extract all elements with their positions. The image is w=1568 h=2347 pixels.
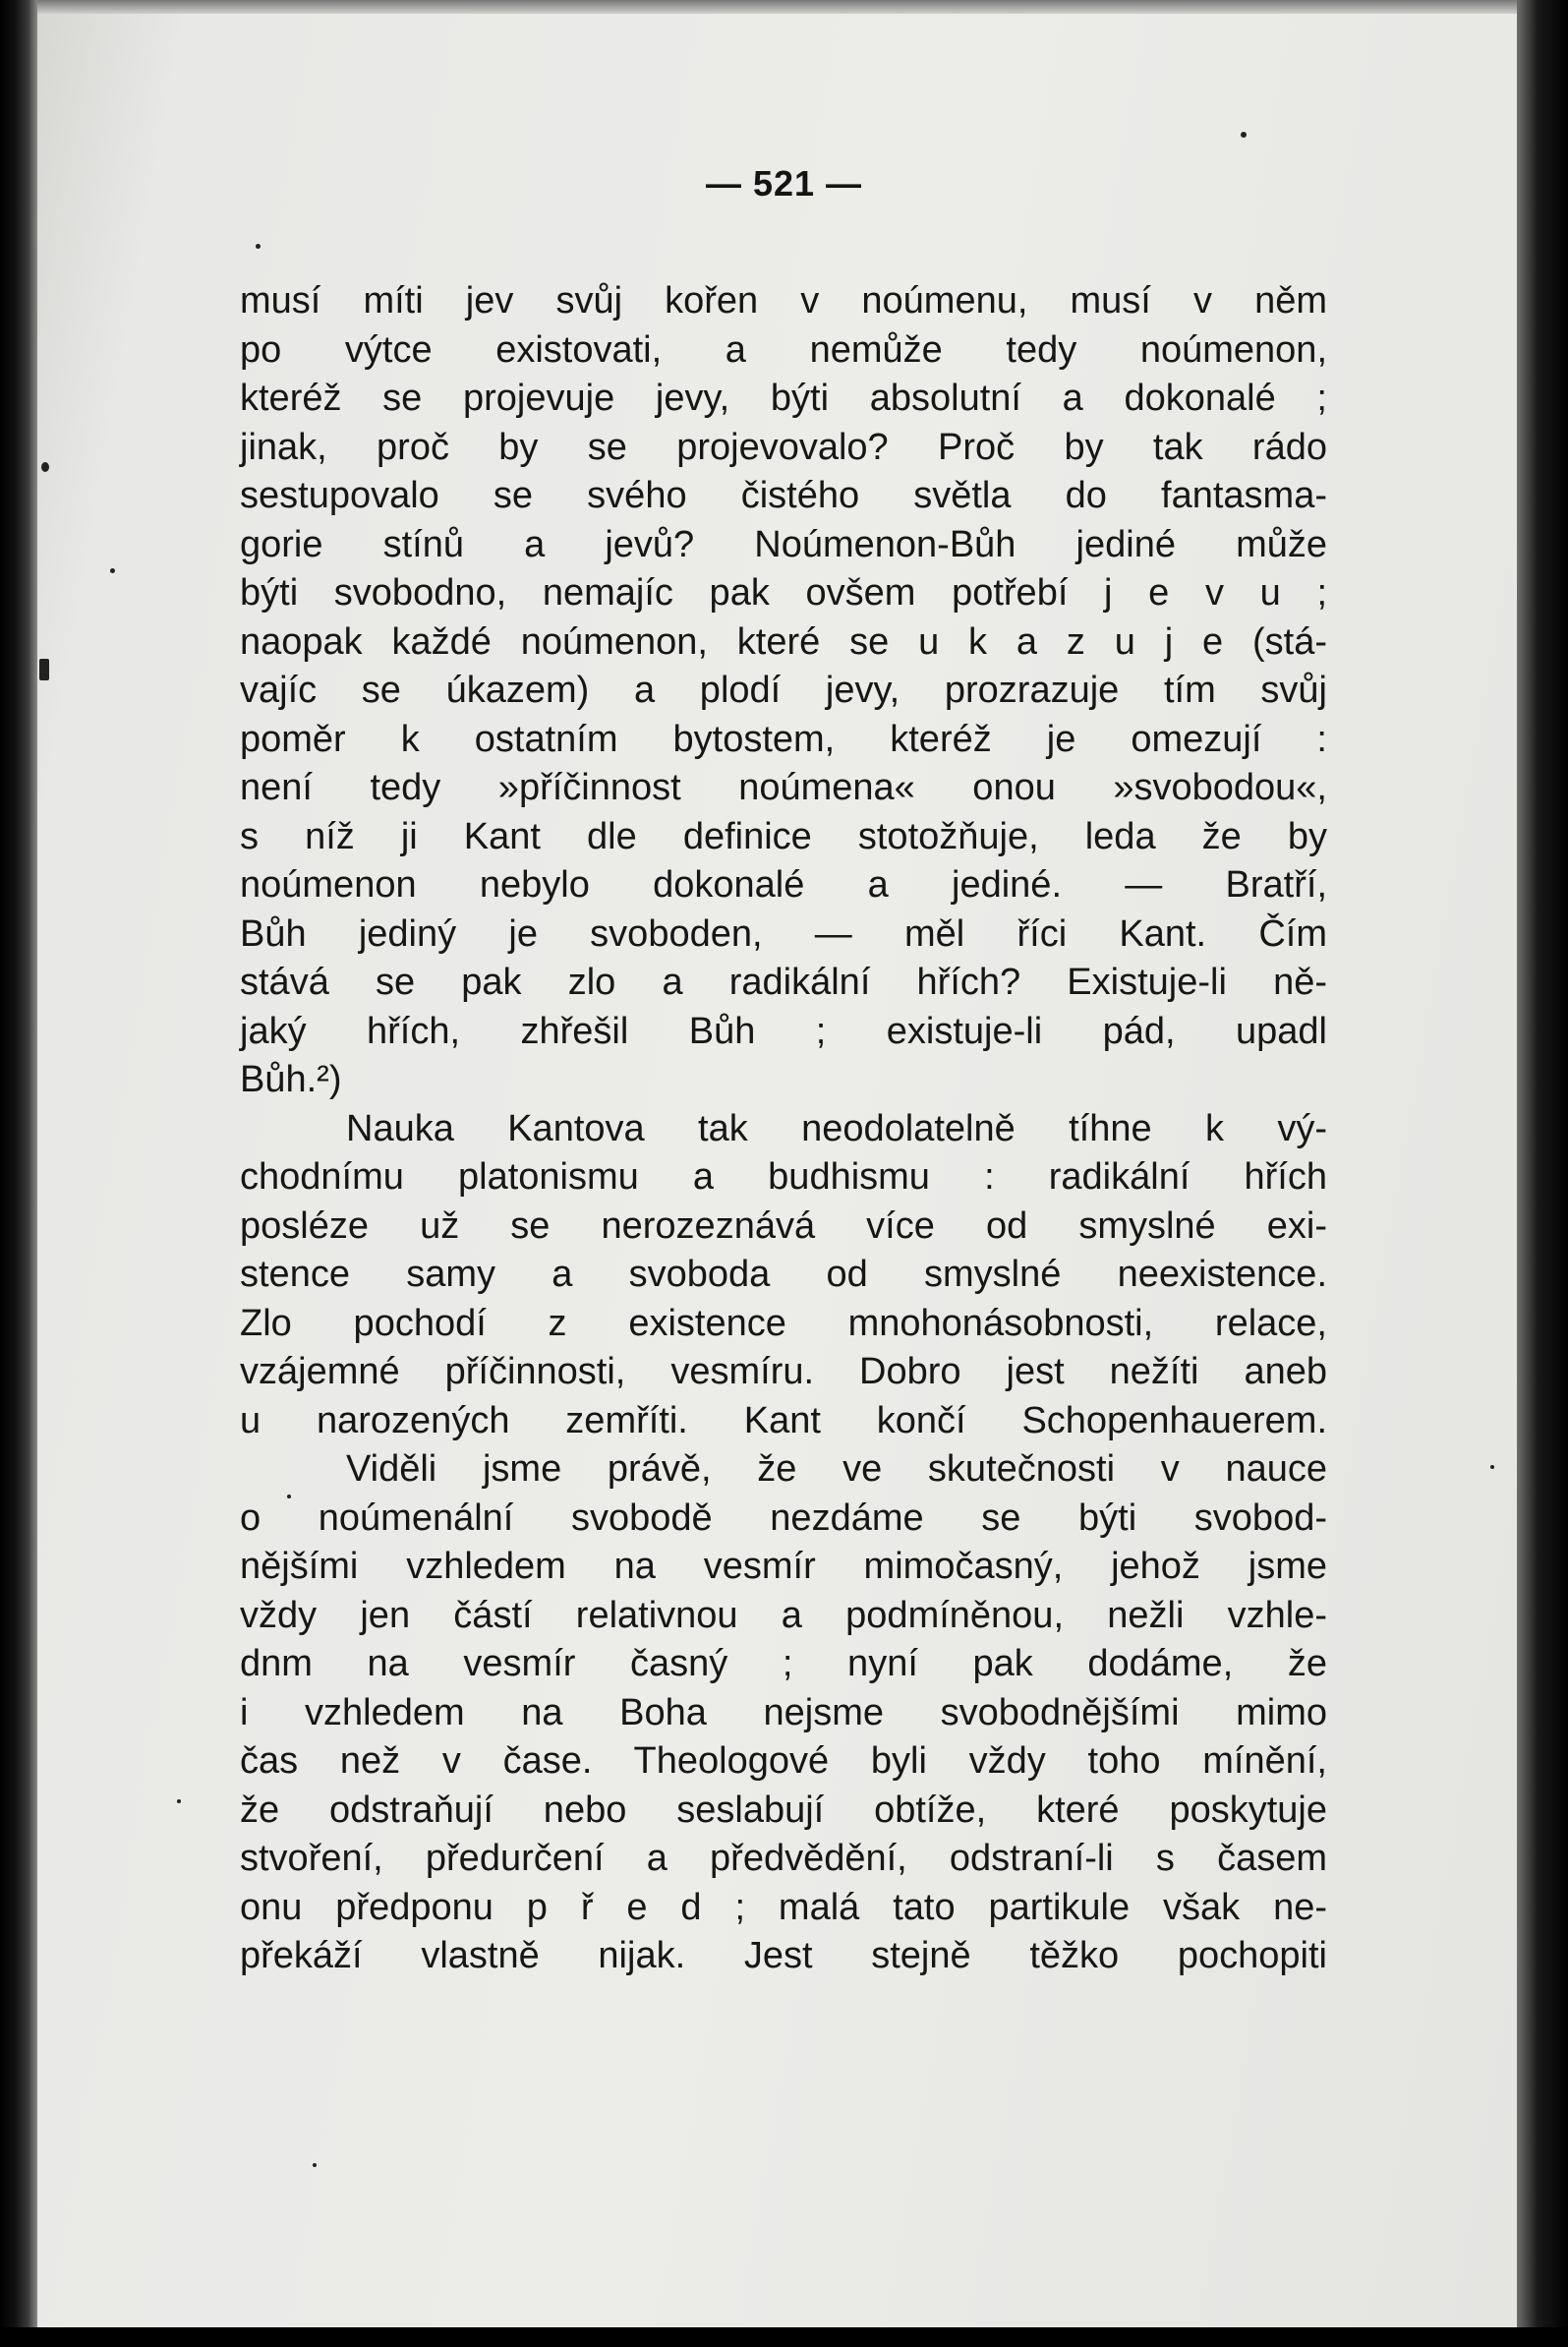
scan-speck <box>256 244 261 249</box>
scan-speck <box>313 2163 317 2167</box>
scan-top-shadow <box>37 0 1517 14</box>
text-line: gorie stínů a jevů? Noúmenon-Bůh jediné může <box>240 523 1327 565</box>
scan-speck <box>177 1799 181 1803</box>
page-body-text <box>240 277 1327 1981</box>
scan-bottom-border <box>0 2327 1568 2347</box>
text-line: jaký hřích, zhřešil Bůh ; existuje-li pád, upadl <box>240 1010 1327 1052</box>
text-line: i vzhledem na Boha nejsme svobodnějšími mimo <box>240 1691 1327 1733</box>
text-line: sestupovalo se svého čistého světla do fantasma- <box>240 475 1327 516</box>
text-line: není tedy »příčinnost noúmena« onou »svobodou«, <box>240 767 1327 808</box>
text-line: noúmenon nebylo dokonalé a jediné. — Bratří, <box>240 864 1327 906</box>
scan-speck <box>110 568 115 573</box>
text-line: s níž ji Kant dle definice stotožňuje, leda že by <box>240 815 1327 857</box>
text-line: vzájemné příčinnosti, vesmíru. Dobro jest nežíti aneb <box>240 1351 1327 1392</box>
text-line: překáží vlastně nijak. Jest stejně těžko pochopiti <box>240 1935 1327 1976</box>
page-number-header: — 521 — <box>705 163 863 204</box>
scan-speck <box>41 462 49 472</box>
text-line: Viděli jsme právě, že ve skutečnosti v nauce <box>346 1448 1327 1490</box>
text-line: posléze už se nerozeznává více od smyslné exi- <box>240 1204 1327 1247</box>
text-line: vždy jen částí relativnou a podmíněnou, nežli vzhle- <box>240 1594 1327 1636</box>
text-line: dnm na vesmír časný ; nyní pak dodáme, že <box>240 1643 1327 1684</box>
text-line: chodnímu platonismu a budhismu : radikální hřích <box>240 1156 1327 1198</box>
text-line: býti svobodno, nemajíc pak ovšem potřebí j e v u ; <box>240 572 1327 614</box>
text-line: Bůh.²) <box>240 1059 342 1100</box>
scan-speck <box>39 659 49 680</box>
text-line: Bůh jediný je svoboden, — měl říci Kant. Čím <box>240 912 1327 955</box>
text-line: stence samy a svoboda od smyslné neexistence. <box>240 1254 1327 1295</box>
text-line: o noúmenální svobodě nezdáme se býti svobod- <box>240 1496 1327 1539</box>
scan-left-border <box>0 0 37 2347</box>
text-line: stvoření, předurčení a předvědění, odstraní-li s časem <box>240 1838 1327 1879</box>
text-line: vajíc se úkazem) a plodí jevy, prozrazuje tím svůj <box>240 670 1327 711</box>
text-line: Nauka Kantova tak neodolatelně tíhne k vý- <box>346 1107 1327 1149</box>
text-line: že odstraňují nebo seslabují obtíže, které poskytuje <box>240 1789 1327 1831</box>
scan-right-border <box>1517 0 1568 2347</box>
text-line: onu předponu p ř e d ; malá tato partikule však ne- <box>240 1886 1327 1928</box>
scan-speck <box>1490 1465 1494 1469</box>
text-line: u narozených zemříti. Kant končí Schopenhauerem. <box>240 1399 1327 1441</box>
text-line: čas než v čase. Theologové byli vždy toho mínění, <box>240 1740 1327 1782</box>
text-line: po výtce existovati, a nemůže tedy noúmenon, <box>240 328 1327 371</box>
text-line: kteréž se projevuje jevy, býti absolutní a dokonalé ; <box>240 378 1327 419</box>
text-line: jinak, proč by se projevovalo? Proč by tak rádo <box>240 426 1327 468</box>
text-line: stává se pak zlo a radikální hřích? Existuje-li ně- <box>240 962 1327 1003</box>
scan-speck <box>1241 132 1247 138</box>
text-line: poměr k ostatním bytostem, kteréž je omezují : <box>240 718 1327 760</box>
text-line: nějšími vzhledem na vesmír mimočasný, jehož jsme <box>240 1546 1327 1587</box>
text-line: naopak každé noúmenon, které se u k a z u j e (stá- <box>240 620 1327 663</box>
text-line: musí míti jev svůj kořen v noúmenu, musí v něm <box>240 280 1327 322</box>
text-line: Zlo pochodí z existence mnohonásobnosti, relace, <box>240 1302 1327 1344</box>
